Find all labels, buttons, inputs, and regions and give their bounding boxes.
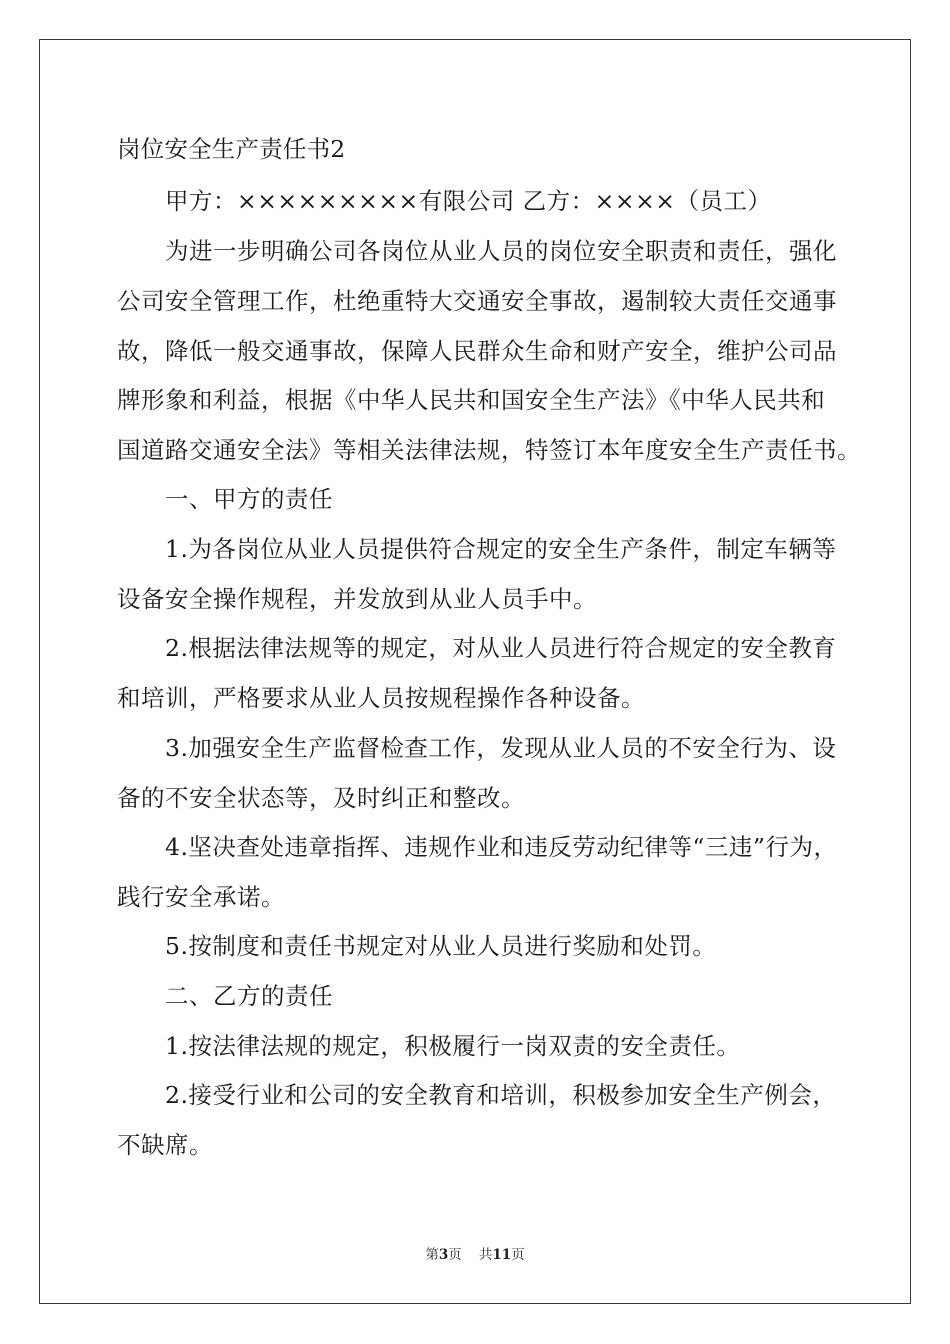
- section2-item-1: 1.按法律法规的规定，积极履行一岗双责的安全责任。: [165, 1032, 741, 1060]
- section1-item-1-line-2: 设备安全操作规程，并发放到从业人员手中。: [117, 585, 597, 613]
- section2-item-2-line-2: 不缺席。: [117, 1131, 213, 1159]
- section1-item-3-line-2: 备的不安全状态等，及时纠正和整改。: [117, 784, 525, 812]
- footer-prefix: 第: [425, 1247, 439, 1263]
- section2-item-2-line-1: 2.接受行业和公司的安全教育和培训，积极参加安全生产例会，: [165, 1081, 837, 1109]
- footer-total-suffix: 页: [511, 1247, 525, 1263]
- intro-line-2: 公司安全管理工作，杜绝重特大交通安全事故，遏制较大责任交通事: [117, 287, 837, 315]
- footer-page-suffix: 页: [448, 1247, 462, 1263]
- intro-line-4: 牌形象和利益，根据《中华人民共和国安全生产法》《中华人民共和: [117, 386, 826, 414]
- section1-item-4-line-2: 践行安全承诺。: [117, 883, 285, 911]
- intro-line-5: 国道路交通安全法》等相关法律法规，特签订本年度安全生产责任书。: [117, 436, 861, 464]
- section1-heading: 一、甲方的责任: [165, 485, 333, 513]
- parties-line: 甲方：×××××××××有限公司 乙方：××××（员工）: [165, 187, 772, 215]
- section1-item-2-line-1: 2.根据法律法规等的规定，对从业人员进行符合规定的安全教育: [165, 634, 837, 662]
- section1-item-2-line-2: 和培训，严格要求从业人员按规程操作各种设备。: [117, 684, 645, 712]
- page-footer: [0, 1246, 950, 1264]
- intro-line-3: 故，降低一般交通事故，保障人民群众生命和财产安全，维护公司品: [117, 337, 837, 365]
- page-border: [39, 39, 911, 1304]
- footer-total-prefix: 共: [478, 1247, 493, 1263]
- section1-item-3-line-1: 3.加强安全生产监督检查工作，发现从业人员的不安全行为、设: [165, 734, 837, 762]
- footer-total-pages: 11: [492, 1247, 512, 1263]
- section2-heading: 二、乙方的责任: [165, 982, 333, 1010]
- section1-item-5: 5.按制度和责任书规定对从业人员进行奖励和处罚。: [165, 932, 717, 960]
- section1-item-1-line-1: 1.为各岗位从业人员提供符合规定的安全生产条件，制定车辆等: [165, 535, 837, 563]
- intro-line-1: 为进一步明确公司各岗位从业人员的岗位安全职责和责任，强化: [165, 237, 837, 265]
- footer-page-number: 3: [438, 1247, 449, 1263]
- document-title: 岗位安全生产责任书2: [117, 135, 346, 163]
- section1-item-4-line-1: 4.坚决查处违章指挥、违规作业和违反劳动纪律等“三违”行为，: [165, 833, 838, 861]
